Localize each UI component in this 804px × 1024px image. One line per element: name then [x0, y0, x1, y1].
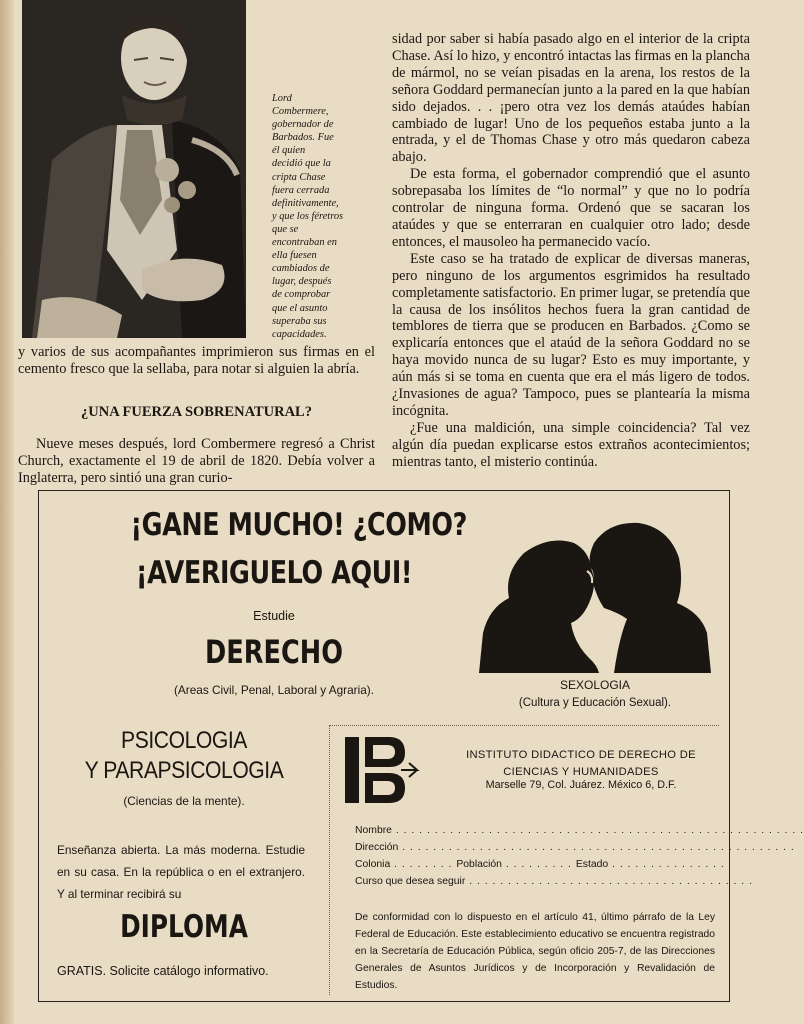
form-field-curso[interactable]: Curso que desea seguir . . . . . . . . . . . . . . . . . . . . . . . . . . . . . . . . . . . . . — [355, 876, 753, 887]
ad-legal-text: De conformidad con lo dispuesto en el artículo 41, último párrafo de la Ley Federal de Educación. Este establecimiento educativo se encuentra registrado en la Secretaría de Educación Pública, según oficio 205-7, de las Direcciones Generales de Asuntos Jurídicos y de Incorporación y Revalidación de Estudios. — [355, 912, 715, 991]
paragraph: ¿Fue una maldición, una simple coincidencia? Tal vez algún día puedan explicarse estos extraños acontecimientos; mientras tanto, el misterio continúa. — [392, 419, 750, 470]
ad-headline-2: ¡AVERIGUELO AQUI! — [135, 555, 413, 591]
left-column-top-text: y varios de sus acompañantes imprimieron sus firmas en el cemento fresco que la sellaba, para notar si alguien la abría. — [18, 344, 375, 377]
ad-sexologia-subtitle: (Cultura y Educación Sexual). — [518, 697, 672, 709]
advertisement — [38, 490, 804, 1002]
right-column-text — [392, 31, 750, 471]
paragraph: De esta forma, el gobernador comprendió que el asunto sobrepasaba los límites de “lo normal” y que no lo podría controlar de ninguna forma. Ordenó que se sacaran los ataúdes y que se enterraran en cualquier otro lado; desde entonces, el mausoleo ha permanecido vacío. — [392, 166, 750, 250]
ad-psicologia-title-1: PSICOLOGIA — [121, 727, 247, 754]
ad-psicologia-title-2: Y PARAPSICOLOGIA — [84, 757, 284, 784]
form-field-nombre[interactable]: Nombre . . . . . . . . . . . . . . . . . . . . . . . . . . . . . . . . . . . . . . . . . . . . . . . . . . . . . — [355, 825, 804, 836]
institute-name: INSTITUTO DIDACTICO DE DERECHO DE CIENCIAS Y HUMANIDADES — [466, 749, 696, 778]
couple-silhouette-image — [479, 513, 711, 673]
institute-logo — [343, 733, 421, 807]
ad-headline-1: ¡GANE MUCHO! ¿COMO? — [130, 507, 467, 543]
ad-derecho-areas: (Areas Civil, Penal, Laboral y Agraria). — [174, 683, 374, 697]
paragraph: Este caso se ha tratado de explicar de diversas maneras, pero ninguno de los argumentos esgrimidos ha resultado completamente satisfactorio. En primer lugar, se pretendía que la causa de los insólitos hechos fuera la gran cantidad de temblores de tierra que se producen en Barbados. ¿Como se explicaría entonces que el ataúd de la señora Goddard no se haya movido nunca de su lugar? Esto es muy importante, y aún más si se toma en cuenta que era el más ligero de todos. ¿Invasiones de agua? Tampoco, pues se plantearía la misma incógnita. — [392, 250, 750, 419]
ad-diploma: DIPLOMA — [120, 909, 248, 945]
divider-horizontal — [329, 725, 719, 726]
form-field-direccion[interactable]: Dirección . . . . . . . . . . . . . . . . . . . . . . . . . . . . . . . . . . . . . . . . . . . . . . . . . . . — [355, 842, 795, 853]
ad-estudie: Estudie — [253, 609, 295, 623]
ad-gratis-text: GRATIS. Solicite catálogo informativo. — [57, 964, 269, 978]
portrait-lord-combermere — [22, 0, 246, 338]
portrait-caption: Lord Combermere, gobernador de Barbados. Fue él quien decidió que la cripta Chase fuera cerrada definitivamente, y que los féretros que se encontraban en ella fuesen cambiados de lugar, después de comprobar que el asunto superaba sus capacidades. — [272, 93, 344, 340]
ad-ensenanza-text: Enseñanza abierta. La más moderna. Estudie en su casa. En la república o en el extranjero. Y al terminar recibirá su — [57, 843, 305, 901]
institute-address: Marselle 79, Col. Juárez. México 6, D.F. — [485, 779, 677, 791]
ad-derecho: DERECHO — [205, 633, 343, 671]
ad-sexologia-title: SEXOLOGIA — [559, 678, 631, 692]
left-column-bottom-text: Nueve meses después, lord Combermere regresó a Christ Church, exactamente el 19 de abril de 1820. Debía volver a Inglaterra, pero sintió una gran curio- — [18, 436, 375, 486]
paragraph: sidad por saber si había pasado algo en el interior de la cripta Chase. Así lo hizo, y encontró intactas las firmas en la plancha de mármol, no se veían pisadas en la arena, los restos de la señora Goddard permanecían junto a la pared en la que habían sido dejados. . . ¡pero otra vez los demás ataúdes habían cambiado de lugar! Uno de los pequeños estaba junto a la entrada, y el de Thomas Chase y otro más quedaron cabeza abajo. — [392, 31, 750, 166]
form-field-colonia[interactable]: Colonia . . . . . . . . Población . . . . . . . . . Estado . . . . . . . . . . . . . . . — [355, 859, 725, 870]
ad-psicologia-subtitle: (Ciencias de la mente). — [123, 794, 245, 808]
divider-vertical — [329, 725, 330, 995]
page-gutter — [0, 0, 14, 1024]
section-heading: ¿UNA FUERZA SOBRENATURAL? — [81, 404, 312, 420]
